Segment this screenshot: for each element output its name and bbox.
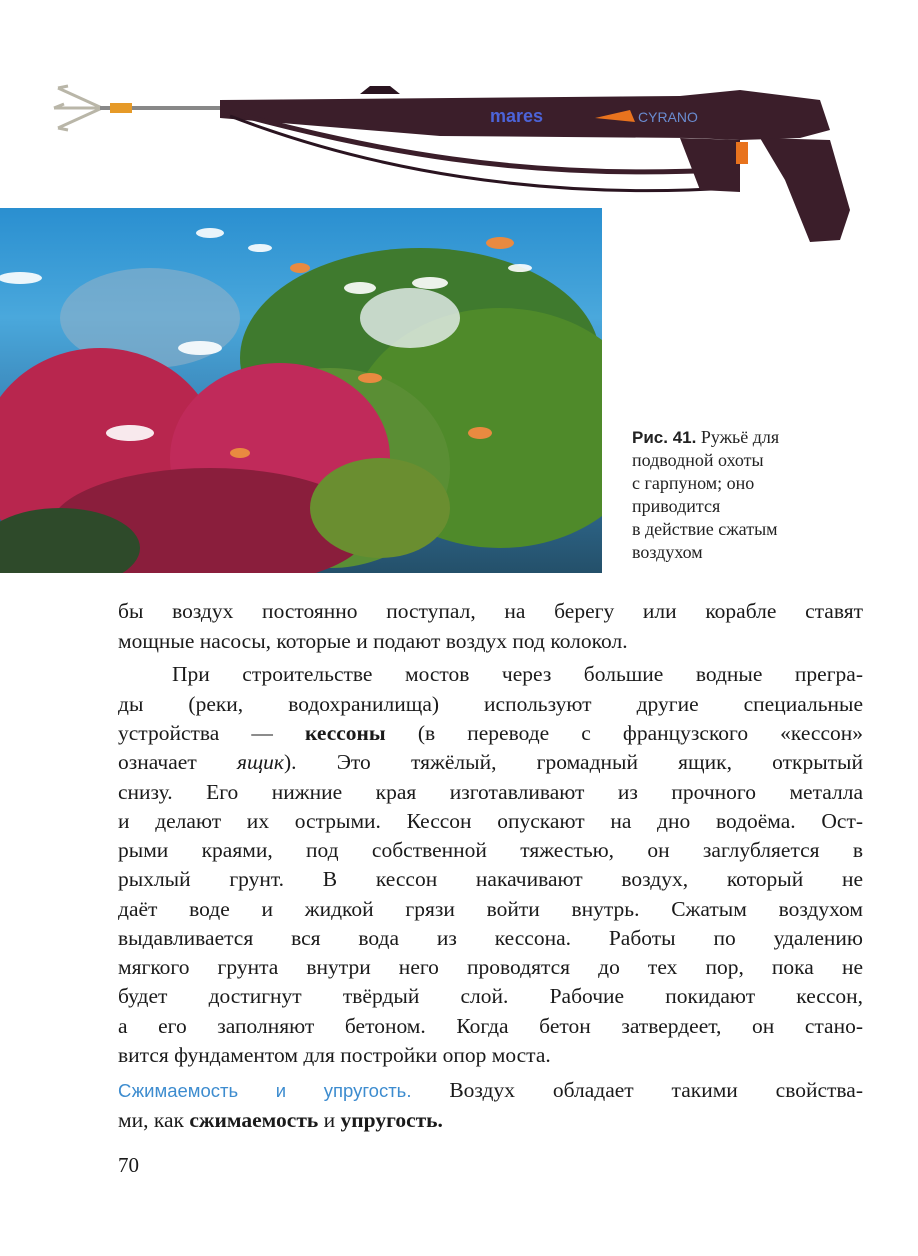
text-run: ми, как [118, 1108, 184, 1132]
coral-reef-photo [0, 208, 602, 573]
spear-collar [110, 103, 132, 113]
caption-line: воздухом [632, 542, 703, 562]
section-heading: Сжимаемость и упругость. [118, 1080, 412, 1101]
caption-line: приводится [632, 496, 721, 516]
text-line: ды (реки, водохранилища) используют другие специальные [118, 692, 863, 716]
text-run: означает [118, 750, 197, 774]
text-run: ). Это тяжёлый, громадный ящик, открытый [283, 750, 863, 774]
text-line: рыхлый грунт. В кессон накачивают воздух, который не [118, 867, 863, 891]
term-yashchik: ящик [236, 750, 284, 774]
text-line: выдавливается вся вода из кессона. Работы по удалению [118, 926, 863, 950]
text-line: рыми краями, под собственной тяжестью, он заглубляется в [118, 838, 863, 862]
text-line: мощные насосы, которые и подают воздух под колокол. [118, 629, 628, 653]
figure-caption [632, 426, 902, 564]
text-line: и делают их острыми. Кессон опускают на дно водоёма. Ост- [118, 809, 863, 833]
text-line: а его заполняют бетоном. Когда бетон затвердеет, он стано- [118, 1014, 863, 1038]
text-line [118, 718, 863, 748]
caption-line: подводной охоты [632, 450, 764, 470]
caption-line: Ружьё для [700, 427, 780, 447]
trident-tip [54, 86, 102, 130]
brand-decal: mares [490, 106, 544, 126]
text-line: будет достигнут твёрдый слой. Рабочие покидают кессон, [118, 984, 863, 1008]
text-line: При строительстве мостов через большие водные прегра- [172, 662, 863, 686]
caption-label: Рис. 41. [632, 428, 697, 447]
caption-line: с гарпуном; оно [632, 473, 755, 493]
text-run: и [323, 1108, 336, 1132]
text-line [118, 1075, 863, 1106]
text-line [118, 747, 863, 777]
text-line: бы воздух постоянно поступал, на берегу или корабле ставят [118, 599, 863, 623]
text-line: даёт воде и жидкой грязи войти внутрь. Сжатым воздухом [118, 897, 863, 921]
text-run: (в переводе с французского «кессон» [417, 721, 864, 745]
text-line: мягкого грунта внутри него проводятся до тех пор, пока не [118, 955, 863, 979]
term-elasticity: упругость. [340, 1108, 443, 1132]
text-line [118, 1105, 863, 1135]
caption-line: в действие сжатым [632, 519, 778, 539]
text-run: Воздух обладает такими свойства- [449, 1078, 863, 1102]
text-run: устройства — [118, 721, 273, 745]
text-line: снизу. Его нижние края изготавливают из прочного металла [118, 780, 863, 804]
model-decal: CYRANO [638, 109, 698, 125]
term-kessony: кессоны [305, 721, 386, 745]
text-line: вится фундаментом для постройки опор моста. [118, 1043, 551, 1067]
pistol-grip [760, 138, 850, 242]
term-compressibility: сжимаемость [189, 1108, 319, 1132]
page-number: 70 [118, 1153, 139, 1177]
